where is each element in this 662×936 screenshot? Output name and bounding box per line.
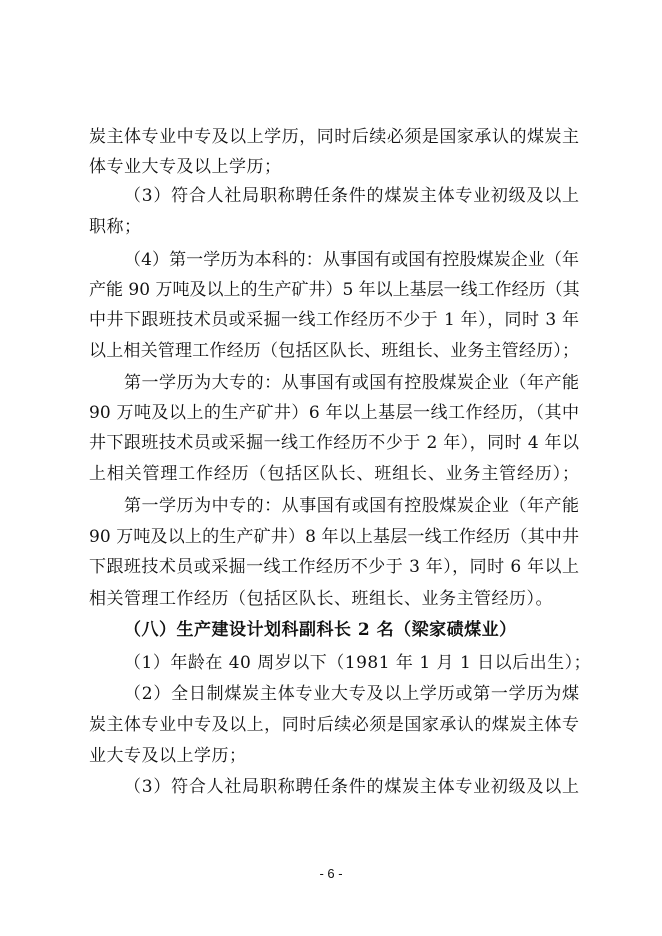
paragraph-line: （3）符合人社局职称聘任条件的煤炭主体专业初级及以上	[124, 777, 579, 797]
paragraph-line: 中井下跟班技术员或采掘一线工作经历不少于 1 年），同时 3 年	[89, 310, 579, 330]
paragraph-line: 炭主体专业中专及以上，同时后续必须是国家承认的煤炭主体专	[89, 715, 579, 735]
paragraph-line: 下跟班技术员或采掘一线工作经历不少于 3 年），同时 6 年以上	[89, 557, 579, 577]
paragraph-line: 产能 90 万吨及以上的生产矿井）5 年以上基层一线工作经历（其	[89, 280, 580, 300]
page-number: - 6 -	[319, 866, 343, 881]
paragraph-line: 业大专及以上学历；	[89, 746, 247, 766]
paragraph-line: 第一学历为大专的：从事国有或国有控股煤炭企业（年产能	[124, 373, 579, 393]
paragraph-line: 90 万吨及以上的生产矿井）6 年以上基层一线工作经历，（其中	[89, 403, 579, 423]
paragraph-line: 体专业大专及以上学历；	[89, 157, 282, 177]
paragraph-line: 职称；	[89, 217, 142, 237]
paragraph-line: 以上相关管理工作经历（包括区队长、班组长、业务主管经历）；	[89, 341, 579, 361]
paragraph-line: （3）符合人社局职称聘任条件的煤炭主体专业初级及以上	[124, 186, 579, 206]
paragraph-line: （4）第一学历为本科的：从事国有或国有控股煤炭企业（年	[124, 250, 579, 270]
paragraph-line: （2）全日制煤炭主体专业大专及以上学历或第一学历为煤	[124, 684, 579, 704]
paragraph-line: 90 万吨及以上的生产矿井）8 年以上基层一线工作经历（其中井	[89, 527, 579, 547]
paragraph-line: （1）年龄在 40 周岁以下（1981 年 1 月 1 日以后出生）；	[124, 653, 592, 673]
paragraph-line: 上相关管理工作经历（包括区队长、班组长、业务主管经历）；	[89, 464, 579, 484]
paragraph-line: 相关管理工作经历（包括区队长、班组长、业务主管经历）。	[89, 589, 553, 609]
paragraph-line: 第一学历为中专的：从事国有或国有控股煤炭企业（年产能	[124, 496, 579, 516]
paragraph-line: 井下跟班技术员或采掘一线工作经历不少于 2 年），同时 4 年以	[89, 433, 579, 453]
section-heading: （八）生产建设计划科副科长 2 名（梁家碛煤业）	[124, 620, 517, 640]
paragraph-line: 炭主体专业中专及以上学历，同时后续必须是国家承认的煤炭主	[89, 127, 579, 147]
